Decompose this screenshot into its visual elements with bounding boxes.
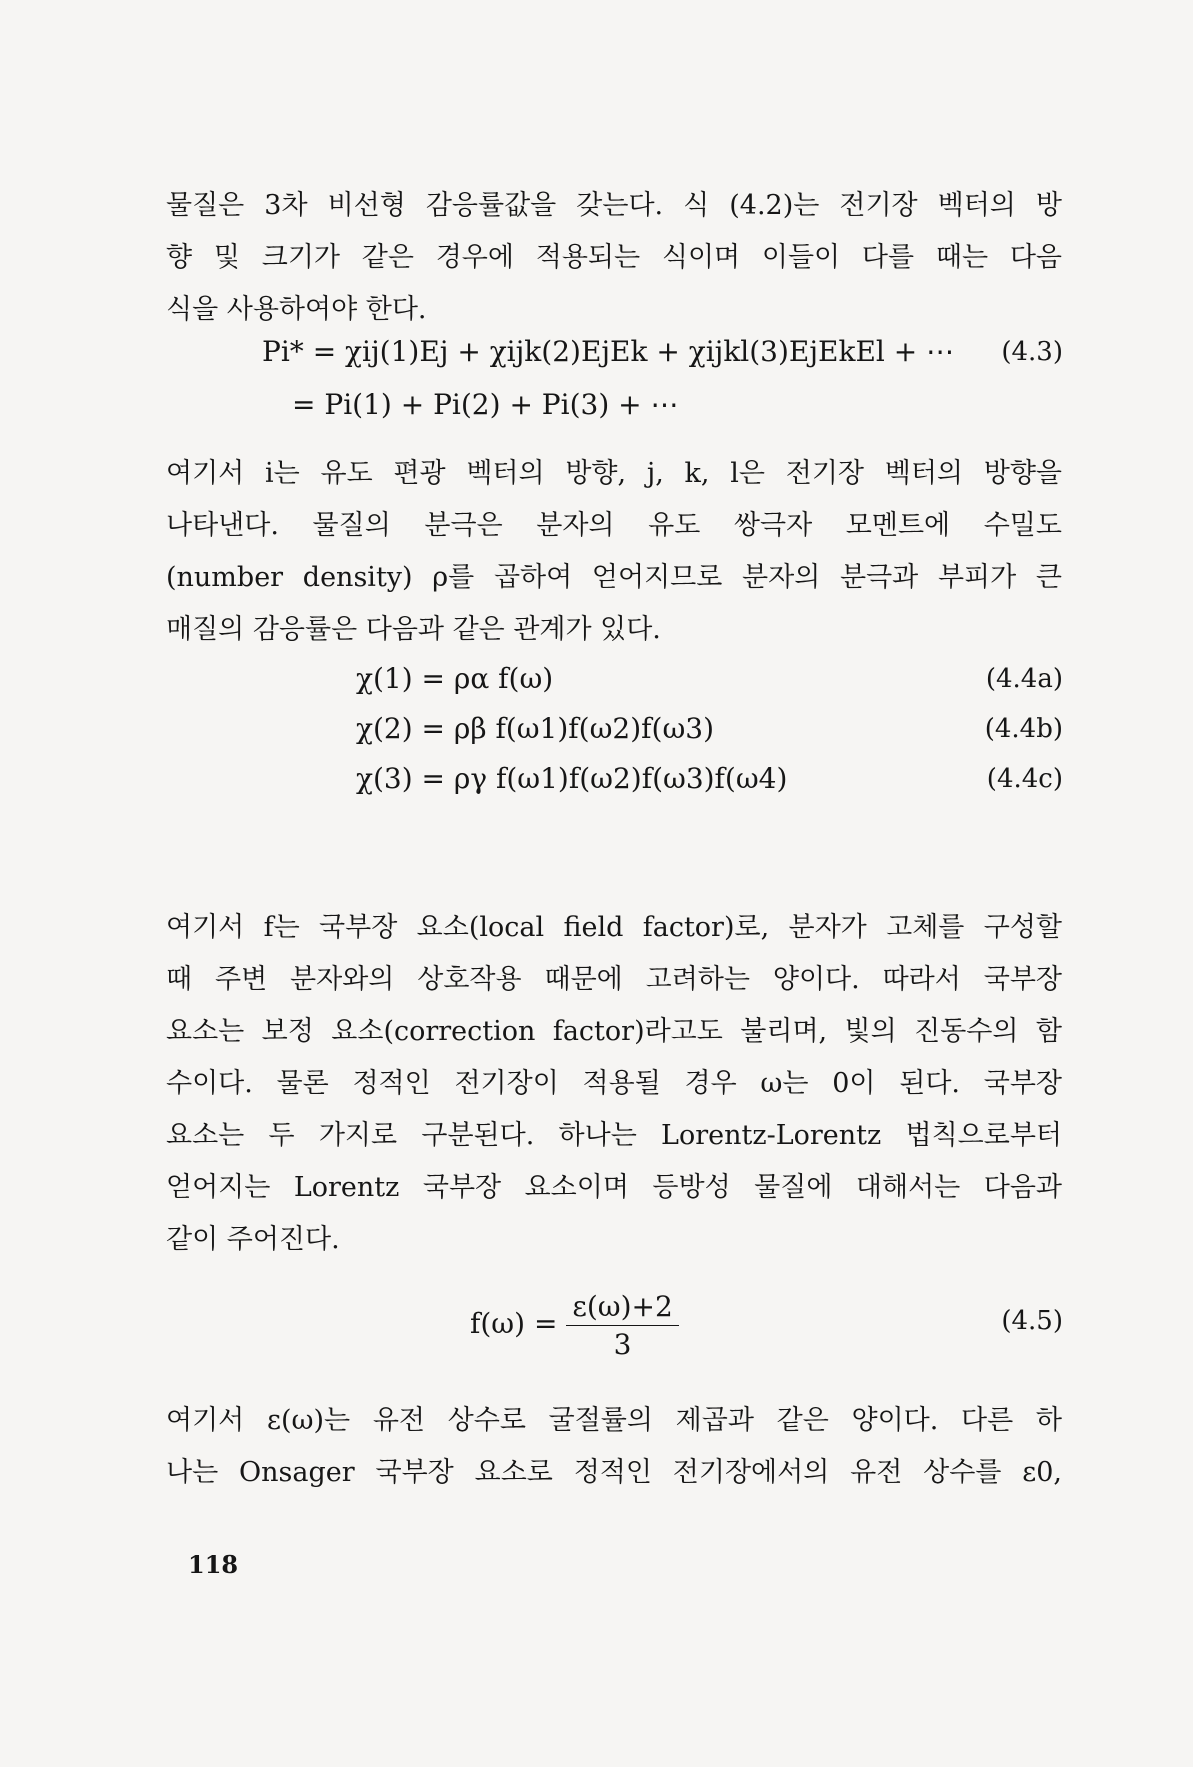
text-line: 수이다. 물론 정적인 전기장이 적용될 경우 ω는 0이 된다. 국부장 [166,1068,1062,1099]
text-line: 얻어지는 Lorentz 국부장 요소이며 등방성 물질에 대해서는 다음과 [166,1172,1062,1203]
text-line: 물질은 3차 비선형 감응률값을 갖는다. 식 (4.2)는 전기장 벡터의 방 [166,190,1062,221]
text-line: 나는 Onsager 국부장 요소로 정적인 전기장에서의 유전 상수를 ε0, [166,1457,1062,1488]
text-line: 때 주변 분자와의 상호작용 때문에 고려하는 양이다. 따라서 국부장 [166,964,1062,995]
fraction [566,1290,678,1361]
text-line: 같이 주어진다. [166,1224,340,1255]
equation-4-4b: χ(2) = ρβ f(ω1)f(ω2)f(ω3) [356,712,715,745]
paragraph-3 [166,902,1062,1266]
equation-4-3-line-1: Pi* = χij(1)Ej + χijk(2)EjEk + χijkl(3)EjEkEl + ⋯ [262,335,955,368]
fraction-denominator: 3 [613,1328,632,1361]
equation-4-4a: χ(1) = ρα f(ω) [356,662,554,695]
equation-4-5 [470,1290,679,1361]
equation-number-4-4a: (4.4a) [985,664,1063,694]
text-line: 향 및 크기가 같은 경우에 적용되는 식이며 이들이 다를 때는 다음 [166,242,1062,273]
page-number: 118 [188,1550,239,1579]
paragraph-1 [166,180,1062,336]
text-line: 식을 사용하여야 한다. [166,294,427,325]
text-line: 요소는 두 가지로 구분된다. 하나는 Lorentz-Lorentz 법칙으로부터 [166,1120,1062,1151]
equation-number-4-3: (4.3) [1001,337,1063,367]
equation-number-4-4b: (4.4b) [984,714,1063,744]
equation-4-3-line-2: = Pi(1) + Pi(2) + Pi(3) + ⋯ [292,388,679,421]
text-line: 여기서 f는 국부장 요소(local field factor)로, 분자가 고체를 구성할 [166,912,1062,943]
text-line: 나타낸다. 물질의 분극은 분자의 유도 쌍극자 모멘트에 수밀도 [166,510,1062,541]
text-line: (number density) ρ를 곱하여 얻어지므로 분자의 분극과 부피가 큰 [166,562,1062,593]
equation-4-4c: χ(3) = ργ f(ω1)f(ω2)f(ω3)f(ω4) [356,762,788,795]
paragraph-2 [166,448,1062,656]
equation-number-4-5: (4.5) [1001,1306,1063,1336]
text-line: 요소는 보정 요소(correction factor)라고도 불리며, 빛의 진동수의 함 [166,1016,1062,1047]
text-line: 여기서 ε(ω)는 유전 상수로 굴절률의 제곱과 같은 양이다. 다른 하 [166,1405,1062,1436]
paragraph-4 [166,1395,1062,1499]
equation-number-4-4c: (4.4c) [986,764,1063,794]
equation-4-5-lhs: f(ω) = [470,1307,558,1340]
fraction-numerator: ε(ω)+2 [566,1290,678,1326]
text-line: 매질의 감응률은 다음과 같은 관계가 있다. [166,614,661,645]
text-line: 여기서 i는 유도 편광 벡터의 방향, j, k, l은 전기장 벡터의 방향을 [166,458,1062,489]
